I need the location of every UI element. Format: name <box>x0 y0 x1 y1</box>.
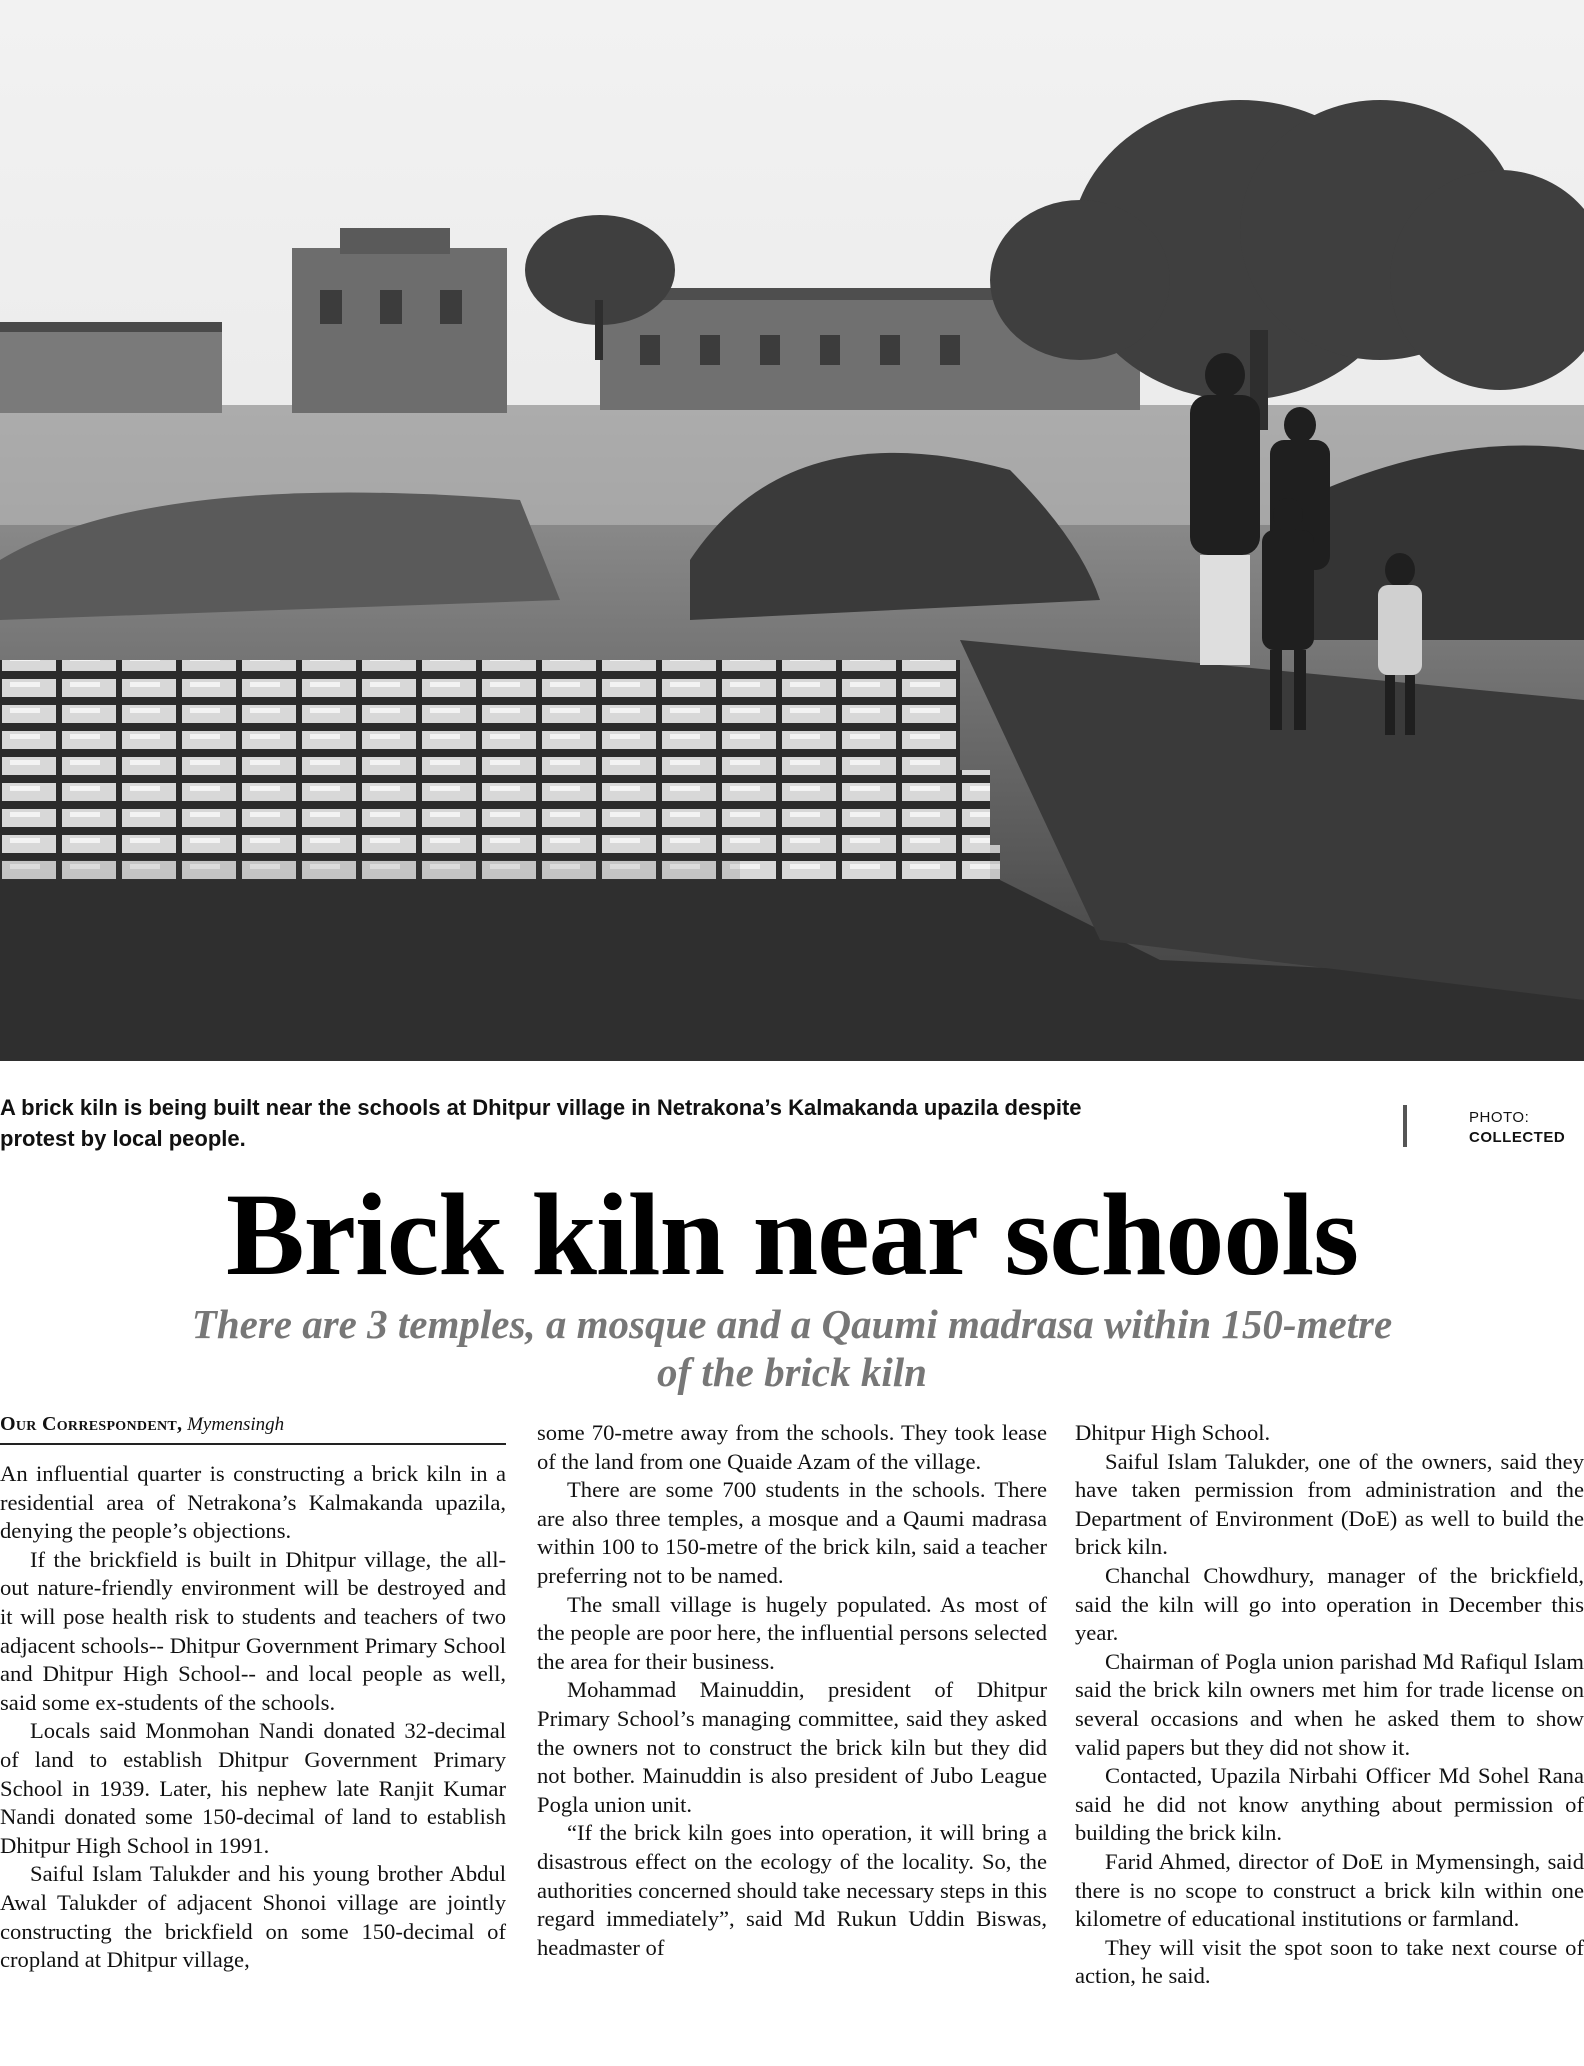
photo-credit-label: PHOTO: <box>1469 1109 1530 1126</box>
article-paragraph: “If the brick kiln goes into operation, it will bring a disastrous effect on the ecology of the locality. So, the authorities concerned should take necessary steps in this regard immediately”, said Md Rukun Uddin Biswas, headmaster of <box>537 1820 1047 1960</box>
article-paragraph: An influential quarter is constructing a brick kiln in a residential area of Netrakona’s Kalmakanda upazila, denying the people’s objections. <box>0 1461 506 1544</box>
credit-divider <box>1403 1105 1407 1147</box>
article-paragraph: Dhitpur High School. <box>1075 1420 1271 1445</box>
photo-credit <box>1469 1108 1565 1148</box>
article-paragraph: Chairman of Pogla union parishad Md Rafiqul Islam said the brick kiln owners met him for trade license on several occasions and when he asked them to show valid papers but they did not show it. <box>1075 1648 1584 1760</box>
article-paragraph: They will visit the spot soon to take next course of action, he said. <box>1075 1934 1584 1989</box>
article-column-1 <box>0 1460 506 1975</box>
subhead: There are 3 temples, a mosque and a Qaumi madrasa within 150-metre of the brick kiln <box>191 1301 1393 1395</box>
article-paragraph: Chanchal Chowdhury, manager of the brickfield, said the kiln will go into operation in December this year. <box>1075 1562 1584 1646</box>
article-paragraph: There are some 700 students in the schools. There are also three temples, a mosque and a Qaumi madrasa within 100 to 150-metre of the brick kiln, said a teacher preferring not to be named. <box>537 1477 1047 1588</box>
photo-credit-value: COLLECTED <box>1469 1129 1566 1146</box>
article-column-3 <box>1075 1419 1584 1991</box>
article-paragraph: The small village is hugely populated. As most of the people are poor here, the influential persons selected the area for their business. <box>537 1591 1047 1674</box>
photo-caption: A brick kiln is being built near the schools at Dhitpur village in Netrakona’s Kalmakanda upazila despite protest by local people. <box>0 1095 1082 1151</box>
article-paragraph: Mohammad Mainuddin, president of Dhitpur Primary School’s managing committee, said they asked the owners not to construct the brick kiln but they did not bother. Mainuddin is also president of Jubo League Pogla union unit. <box>537 1677 1047 1817</box>
article-paragraph: If the brickfield is built in Dhitpur village, the all-out nature-friendly environment will be destroyed and it will pose health risk to students and teachers of two adjacent schools-- Dhitpur Government Primary School and Dhitpur High School-- and local people as well, said some ex-students of the schools. <box>0 1546 506 1715</box>
article-paragraph: Contacted, Upazila Nirbahi Officer Md Sohel Rana said he did not know anything about permission of building the brick kiln. <box>1075 1763 1584 1846</box>
byline <box>0 1412 506 1445</box>
article-paragraph: some 70-metre away from the schools. They took lease of the land from one Quaide Azam of the village. <box>537 1420 1047 1474</box>
byline-author: Our Correspondent, <box>0 1413 183 1435</box>
headline: Brick kiln near schools <box>225 1169 1359 1300</box>
article-paragraph: Saiful Islam Talukder and his young brother Abdul Awal Talukder of adjacent Shonoi village are jointly constructing the brickfield on some 150-decimal of cropland at Dhitpur village, <box>0 1861 506 1973</box>
article-column-2 <box>537 1419 1047 1962</box>
byline-location: Mymensingh <box>187 1414 285 1435</box>
article-paragraph: Farid Ahmed, director of DoE in Mymensingh, said there is no scope to construct a brick kiln within one kilometre of educational institutions or farmland. <box>1075 1848 1584 1932</box>
article-paragraph: Saiful Islam Talukder, one of the owners, said they have taken permission from administration and the Department of Environment (DoE) as well to build the brick kiln. <box>1075 1448 1584 1560</box>
article-paragraph: Locals said Monmohan Nandi donated 32-decimal of land to establish Dhitpur Government Primary School in 1939. Later, his nephew late Ranjit Kumar Nandi donated some 150-decimal of land to establish Dhitpur High School in 1991. <box>0 1718 506 1858</box>
